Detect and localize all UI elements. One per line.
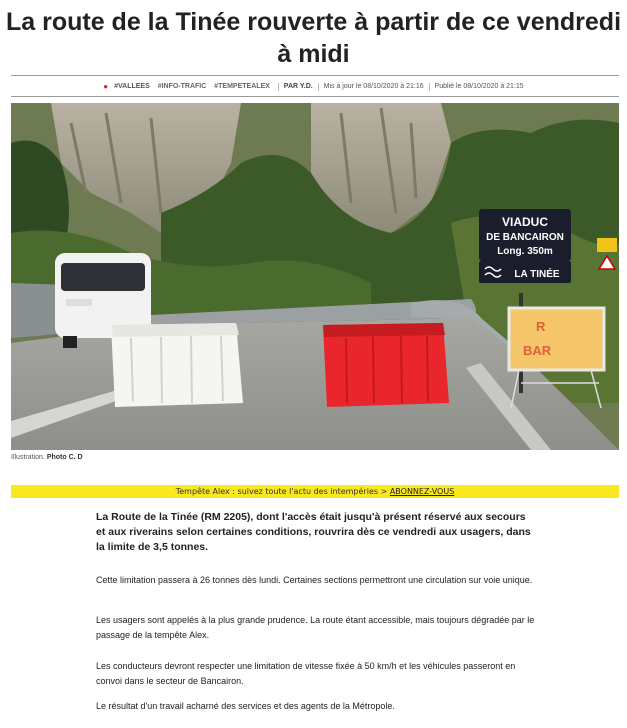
- caption-credit: Photo C. D: [46, 454, 83, 461]
- location-pin-icon: ●: [103, 82, 109, 91]
- meta-divider: [11, 96, 619, 97]
- caption-label: Illustration.: [11, 454, 45, 461]
- author: PAR Y.D.: [283, 83, 313, 90]
- sign-viaduct-line2: DE BANCAIRON: [486, 232, 564, 243]
- tag-vallees[interactable]: #VALLEES: [114, 83, 150, 90]
- sign-viaduct-line1: VIADUC: [501, 215, 549, 229]
- sign-barrier-line1: R: [536, 319, 546, 334]
- subscribe-link[interactable]: ABONNEZ-VOUS: [389, 487, 455, 496]
- promo-text: Tempête Alex : suivez toute l'actu des intempéries >: [175, 487, 388, 496]
- sign-viaduct-line3: Long. 350m: [497, 246, 553, 257]
- updated-date: Mis à jour le 08/10/2020 à 21:16: [323, 83, 424, 90]
- meta-separator: [318, 83, 319, 91]
- paragraph: Le résultat d'un travail acharné des services et des agents de la Métropole.: [96, 701, 395, 711]
- photo-caption: [11, 454, 83, 461]
- article-lead: La Route de la Tinée (RM 2205), dont l'accès était jusqu'à présent réservé aux secours et aux riverains selon certaines conditions, rouvrira dès ce vendredi aux usagers, dans la limite de 3,5 tonnes.: [96, 511, 531, 553]
- subscription-banner: [11, 485, 619, 498]
- sign-river: LA TINÉE: [514, 269, 560, 280]
- meta-separator: [278, 83, 279, 91]
- article-meta: [0, 82, 627, 91]
- article-title: La route de la Tinée rouverte à partir de ce vendredi à midi: [5, 8, 622, 68]
- tag-tempetealex[interactable]: #TEMPETEALEX: [214, 83, 270, 90]
- paragraph: Les usagers sont appelés à la plus grande prudence. La route étant accessible, mais toujours dégradée par le passage de la tempête Alex.: [96, 615, 535, 640]
- meta-separator: [429, 83, 430, 91]
- paragraph: Les conducteurs devront respecter une limitation de vitesse fixée à 50 km/h et les véhicules passeront en convoi dans le secteur de Bancairon.: [96, 661, 516, 686]
- tag-info-trafic[interactable]: #INFO-TRAFIC: [157, 83, 207, 90]
- article-photo: [11, 103, 619, 450]
- sign-barrier-line2: BAR: [523, 343, 552, 358]
- title-divider: [11, 75, 619, 76]
- paragraph: Cette limitation passera à 26 tonnes dès lundi. Certaines sections permettront une circulation sur voie unique.: [96, 575, 533, 585]
- published-date: Publié le 08/10/2020 à 21:15: [434, 83, 524, 90]
